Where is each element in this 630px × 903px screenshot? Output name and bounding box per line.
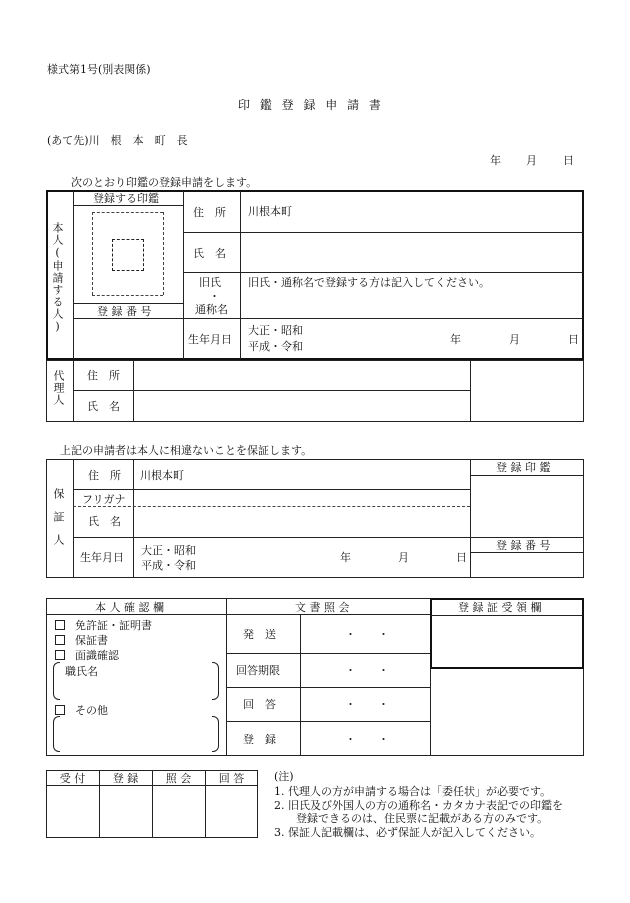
agent-section <box>46 360 584 422</box>
date-year: 年 <box>490 154 501 167</box>
applicant-section <box>46 190 584 360</box>
name-label: 氏 名 <box>193 247 226 260</box>
birth-label: 生年月日 <box>188 333 232 346</box>
addressee: (あて先)川 根 本 町 長 <box>47 134 188 147</box>
note-item-1: 2. 旧氏及び外国人の方の通称名・カタカナ表記での印鑑を <box>274 799 563 812</box>
left-bracket <box>53 662 60 700</box>
date-month: 月 <box>526 154 537 167</box>
guarantor-side-label: 保証人 <box>52 488 65 557</box>
address-label: 住 所 <box>193 206 226 219</box>
guarantor-era-2: 平成・令和 <box>141 559 196 572</box>
checkbox[interactable] <box>55 705 65 715</box>
checkbox[interactable] <box>55 620 65 630</box>
right-bracket <box>212 662 219 700</box>
identity-item-other[interactable]: その他 <box>55 705 108 716</box>
old-name-label-1: 旧氏 <box>199 276 221 289</box>
notes-title: (注) <box>274 770 294 783</box>
identity-check-header: 本 人 確 認 欄 <box>95 601 164 614</box>
old-name-label-2: ・ <box>209 290 220 303</box>
birth-month: 月 <box>509 333 520 346</box>
birth-day: 日 <box>568 333 579 346</box>
form-number: 様式第1号(別表関係) <box>47 63 151 76</box>
inquiry-row-1-label: 回答期限 <box>236 664 280 677</box>
guarantor-name-label: 氏 名 <box>88 515 121 528</box>
inquiry-row-0-label: 発 送 <box>243 628 276 641</box>
furigana-label: フリガナ <box>82 493 126 506</box>
seal-label: 登録する印鑑 <box>93 192 159 205</box>
identity-item-2[interactable]: 面識確認 <box>55 650 119 661</box>
era-1: 大正・昭和 <box>248 324 303 337</box>
inquiry-row-3-value: ・ ・ <box>345 733 389 746</box>
guarantor-reg-no-label: 登 録 番 号 <box>496 539 551 552</box>
agent-name-label: 氏 名 <box>87 400 120 413</box>
inquiry-row-2-value: ・ ・ <box>345 698 389 711</box>
note-item-3: 3. 保証人記載欄は、必ず保証人が記入してください。 <box>274 826 541 839</box>
agent-side-label: 代理人 <box>52 370 65 406</box>
guarantor-era-1: 大正・昭和 <box>141 544 196 557</box>
checkbox[interactable] <box>55 635 65 645</box>
processing-header-0: 受 付 <box>59 772 86 785</box>
note-item-0: 1. 代理人の方が申請する場合は「委任状」が必要です。 <box>274 785 552 798</box>
right-bracket <box>212 716 219 752</box>
guarantor-birth-year: 年 <box>340 551 351 564</box>
guarantor-birth-label: 生年月日 <box>80 551 124 564</box>
inquiry-header: 文 書 照 会 <box>295 601 350 614</box>
address-value[interactable]: 川根本町 <box>248 205 292 218</box>
official-label: 職氏名 <box>65 665 98 678</box>
guarantor-birth-month: 月 <box>398 551 409 564</box>
intro-text: 次のとおり印鑑の登録申請をします。 <box>71 176 258 189</box>
birth-year: 年 <box>450 333 461 346</box>
processing-header-3: 回 答 <box>218 772 245 785</box>
reg-no-label: 登 録 番 号 <box>97 305 152 318</box>
date-day: 日 <box>563 154 574 167</box>
processing-header-1: 登 録 <box>112 772 139 785</box>
guarantor-birth-day: 日 <box>456 551 467 564</box>
checkbox[interactable] <box>55 650 65 660</box>
inquiry-row-1-value: ・ ・ <box>345 664 389 677</box>
inquiry-row-2-label: 回 答 <box>243 698 276 711</box>
note-item-2: 登録できるのは、住民票に記載がある方のみです。 <box>274 812 549 825</box>
applicant-side-label: 本人(申請する人) <box>51 222 64 334</box>
inquiry-row-3-label: 登 録 <box>243 733 276 746</box>
left-bracket <box>53 716 60 752</box>
identity-item-1[interactable]: 保証書 <box>55 635 108 646</box>
certificate-receipt-header: 登 録 証 受 領 欄 <box>458 601 542 614</box>
guarantor-address-value[interactable]: 川根本町 <box>140 469 184 482</box>
guarantee-intro: 上記の申請者は本人に相違ないことを保証します。 <box>60 444 313 457</box>
old-name-note: 旧氏・通称名で登録する方は記入してください。 <box>248 276 490 289</box>
guarantor-seal-label: 登 録 印 鑑 <box>496 461 551 474</box>
old-name-label-3: 通称名 <box>195 303 228 316</box>
inquiry-row-0-value: ・ ・ <box>345 628 389 641</box>
era-2: 平成・令和 <box>248 340 303 353</box>
guarantor-address-label: 住 所 <box>88 469 121 482</box>
seal-inner-frame <box>112 239 144 271</box>
agent-address-label: 住 所 <box>87 369 120 382</box>
processing-header-2: 照 会 <box>165 772 192 785</box>
page-title: 印 鑑 登 録 申 請 書 <box>238 98 384 112</box>
guarantor-section <box>46 459 584 578</box>
identity-item-0[interactable]: 免許証・証明書 <box>55 620 152 631</box>
